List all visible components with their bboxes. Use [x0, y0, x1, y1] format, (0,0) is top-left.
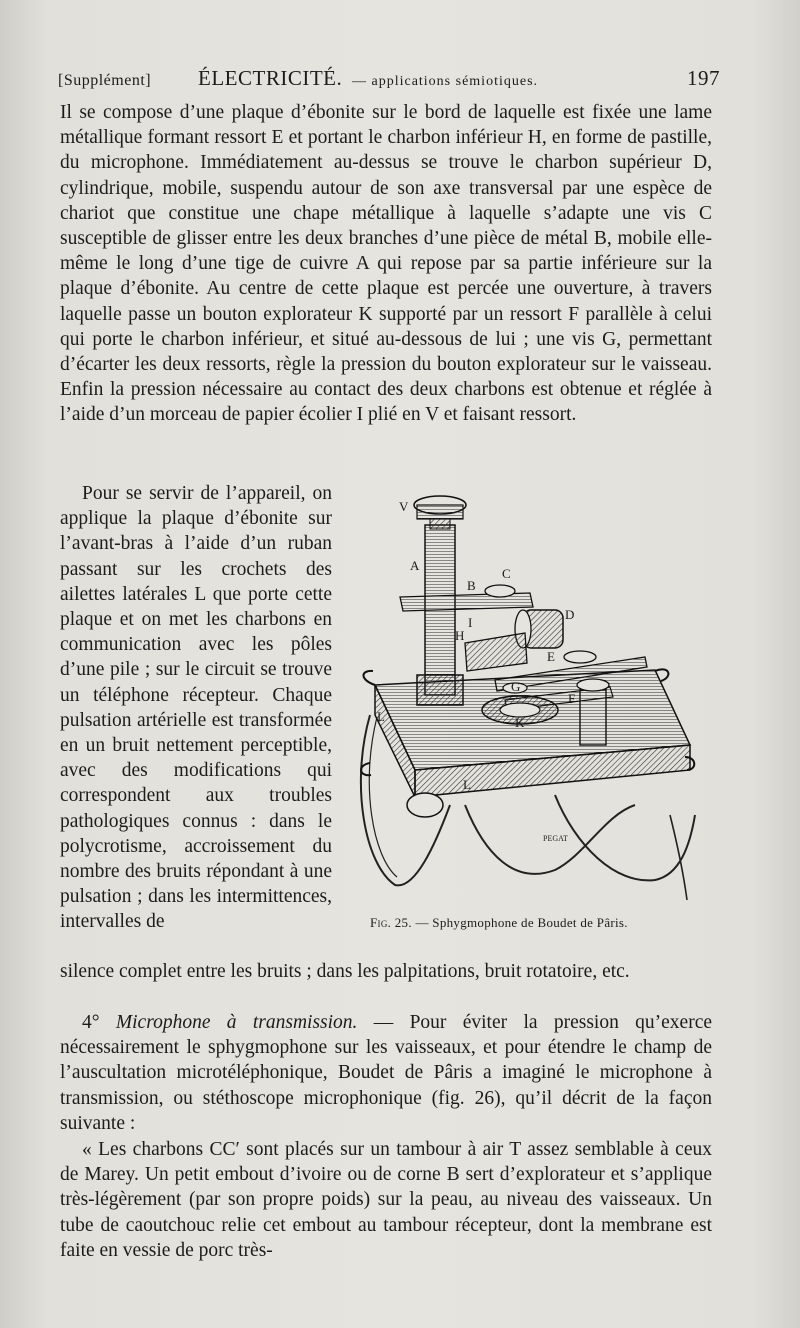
section-title: Microphone à transmission.: [115, 1012, 358, 1033]
section-body: — Pour éviter la pression qu’exerce nécessairement le sphygmophone sur les vaisseaux, et pour étendre le champ de l’auscultation microtéléphonique, Boudet de Pâris a imaginé le microphone à transmission, ou stéthoscope microphonique (fig. 26), qu’il décrit de la façon suivante :: [60, 1012, 713, 1134]
figure-caption: [370, 915, 690, 931]
figure-label-l-left: L: [377, 709, 385, 724]
figure-label-c: C: [502, 566, 511, 581]
sphygmophone-illustration: [355, 485, 705, 905]
figure-label-a: A: [410, 558, 420, 573]
section-label: [Supplément]: [58, 72, 152, 89]
section-number: 4°: [82, 1012, 100, 1033]
figure-caption-text: — Sphygmophone de Boudet de Pâris.: [411, 915, 628, 930]
engraving-svg: [355, 485, 705, 905]
figure-label-b: B: [467, 578, 476, 593]
figure-label-l-front: L: [463, 777, 471, 792]
figure-label-h: H: [455, 628, 465, 643]
header-title: ÉLECTRICITÉ.: [198, 66, 343, 90]
figure-label-g: G: [511, 679, 521, 694]
figure-number: Fig. 25.: [370, 915, 412, 930]
paragraph-usage: Pour se servir de l’appareil, on applique la plaque d’ébonite sur l’avant-bras à l’aide d’un ruban passant sur les crochets des ailettes latérales L que porte cette plaque et on met les charbons en communication avec les pôles d’une pile ; sur le circuit se trouve un téléphone récepteur. Chaque pulsation artérielle est transformée en un bruit nettement perceptible, avec des modifications qui correspondent aux troubles pathologiques connus : dans le polycrotisme, accroissement du nombre des bruits répondant à une pulsation ; dans les intermittences, intervalles de: [60, 483, 332, 933]
running-header: [58, 66, 720, 98]
paragraph-description: Il se compose d’une plaque d’ébonite sur le bord de laquelle est fixée une lame métallique formant ressort E et portant le charbon inférieur H, en forme de pastille, du microphone. Immédiatement au-dessus se trouve le charbon supérieur D, cylindrique, mobile, suspendu autour de son axe transversal par une espèce de chariot que constitue une chape métallique à laquelle s’adapte une vis C susceptible de glisser entre les deux branches d’une pièce de métal B, mobile elle-même le long d’une tige de cuivre A qui repose par sa partie inférieure sur la plaque d’ébonite. Au centre de cette plaque est percée une ouverture, à travers laquelle passe un bouton explorateur K supporté par un ressort F parallèle à celui qui porte le charbon inférieur, et situé au-dessous de lui ; une vis G, permettant d’écarter les deux ressorts, règle la pression du bouton explorateur sur le vaisseau. Enfin la pression nécessaire au contact des deux charbons est obtenue et réglée à l’aide d’un morceau de papier écolier I plié en V et faisant ressort.: [60, 102, 712, 426]
paragraph-quote: « Les charbons CC′ sont placés sur un tambour à air T assez semblable à ceux de Marey. Un petit embout d’ivoire ou de corne B sert d’explorateur et s’applique très-légèrement (par son propre poids) sur la peau, au niveau des vaisseaux. Un tube de caoutchouc relie cet embout au tambour récepteur, dont la membrane est faite en vessie de porc très-: [60, 1139, 712, 1261]
figure-label-i: I: [468, 615, 473, 630]
figure-label-d: D: [565, 607, 575, 622]
figure-label-k: K: [515, 715, 525, 730]
engraver-signature: PEGAT: [543, 834, 568, 843]
figure-label-v: V: [399, 499, 409, 514]
paragraph-microphone: [60, 1010, 712, 1136]
figure-label-e: E: [547, 649, 555, 664]
page-number: 197: [687, 66, 720, 90]
paragraph-usage-continued: silence complet entre les bruits ; dans les palpitations, bruit rotatoire, etc.: [60, 961, 630, 982]
header-title-group: [198, 66, 538, 91]
header-subtitle: — applications sémiotiques.: [351, 74, 539, 89]
figure-label-f: F: [568, 691, 576, 706]
